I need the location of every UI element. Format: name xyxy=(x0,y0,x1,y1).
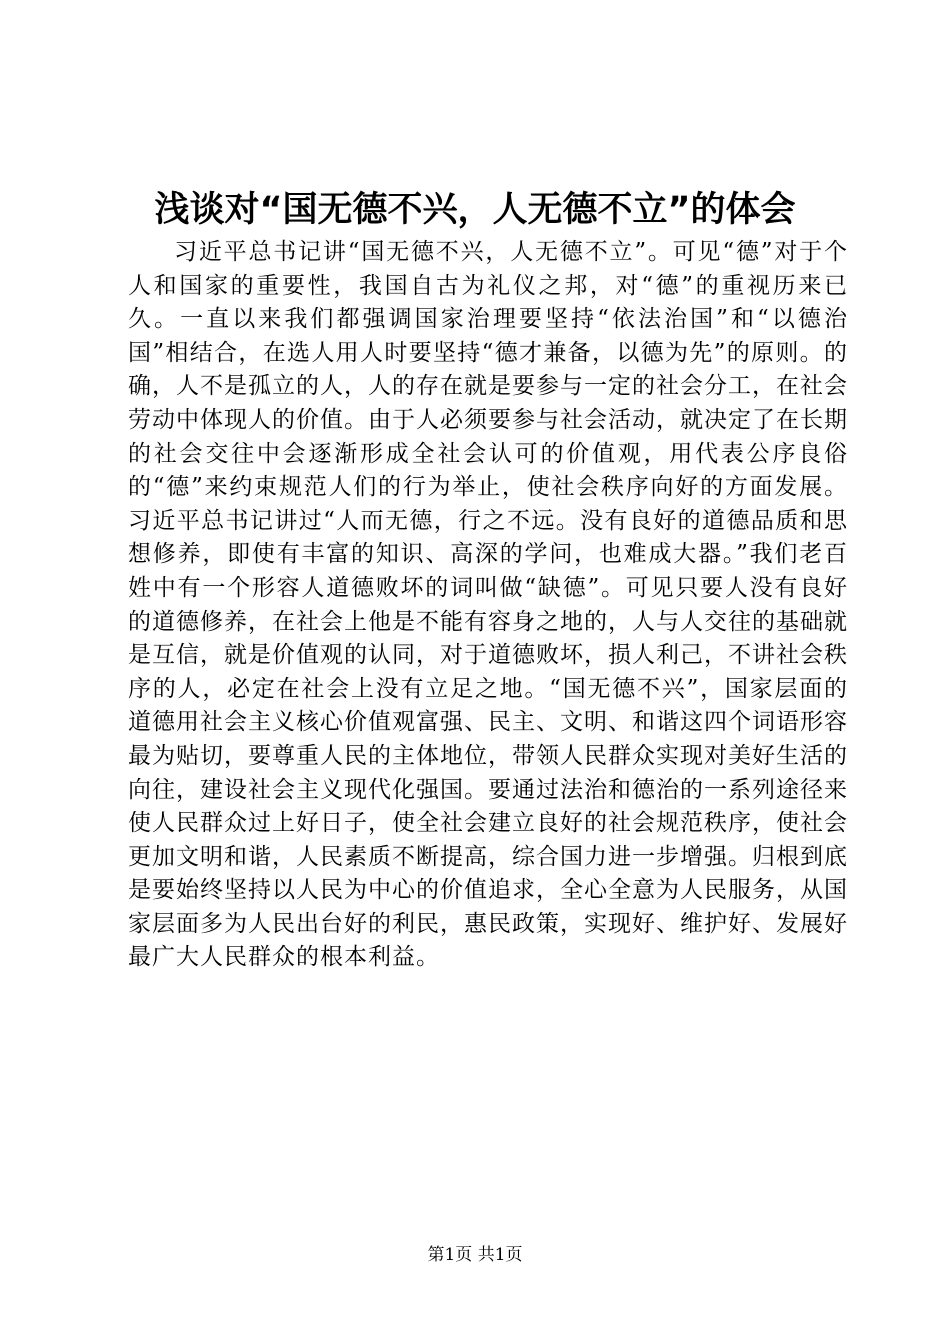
document-title: 浅谈对“国无德不兴，人无德不立”的体会 xyxy=(154,190,796,230)
document-body-paragraph: 习近平总书记讲“国无德不兴，人无德不立”。可见“德”对于个人和国家的重要性，我国自古为礼仪之邦，对“德”的重视历来已久。一直以来我们都强调国家治理要坚持“依法治国”和“以德治国”相结合，在选人用人时要坚持“德才兼备，以德为先”的原则。的确，人不是孤立的人，人的存在就是要参与一定的社会分工，在社会劳动中体现人的价值。由于人必须要参与社会活动，就决定了在长期的社会交往中会逐渐形成全社会认可的价值观，用代表公序良俗的“德”来约束规范人们的行为举止，使社会秩序向好的方面发展。习近平总书记讲过“人而无德，行之不远。没有良好的道德品质和思想修养，即使有丰富的知识、高深的学问，也难成大器。”我们老百姓中有一个形容人道德败坏的词叫做“缺德”。可见只要人没有良好的道德修养，在社会上他是不能有容身之地的，人与人交往的基础就是互信，就是价值观的认同，对于道德败坏，损人利己，不讲社会秩序的人，必定在社会上没有立足之地。“国无德不兴”，国家层面的道德用社会主义核心价值观富强、民主、文明、和谐这四个词语形容最为贴切，要尊重人民的主体地位，带领人民群众实现对美好生活的向往，建设社会主义现代化强国。要通过法治和德治的一系列途径来使人民群众过上好日子，使全社会建立良好的社会规范秩序，使社会更加文明和谐，人民素质不断提高，综合国力进一步增强。归根到底是要始终坚持以人民为中心的价值追求，全心全意为人民服务，从国家层面多为人民出台好的利民，惠民政策，实现好、维护好、发展好最广大人民群众的根本利益。 xyxy=(128,239,848,971)
page-number-footer: 第1页 共1页 xyxy=(427,1245,523,1265)
